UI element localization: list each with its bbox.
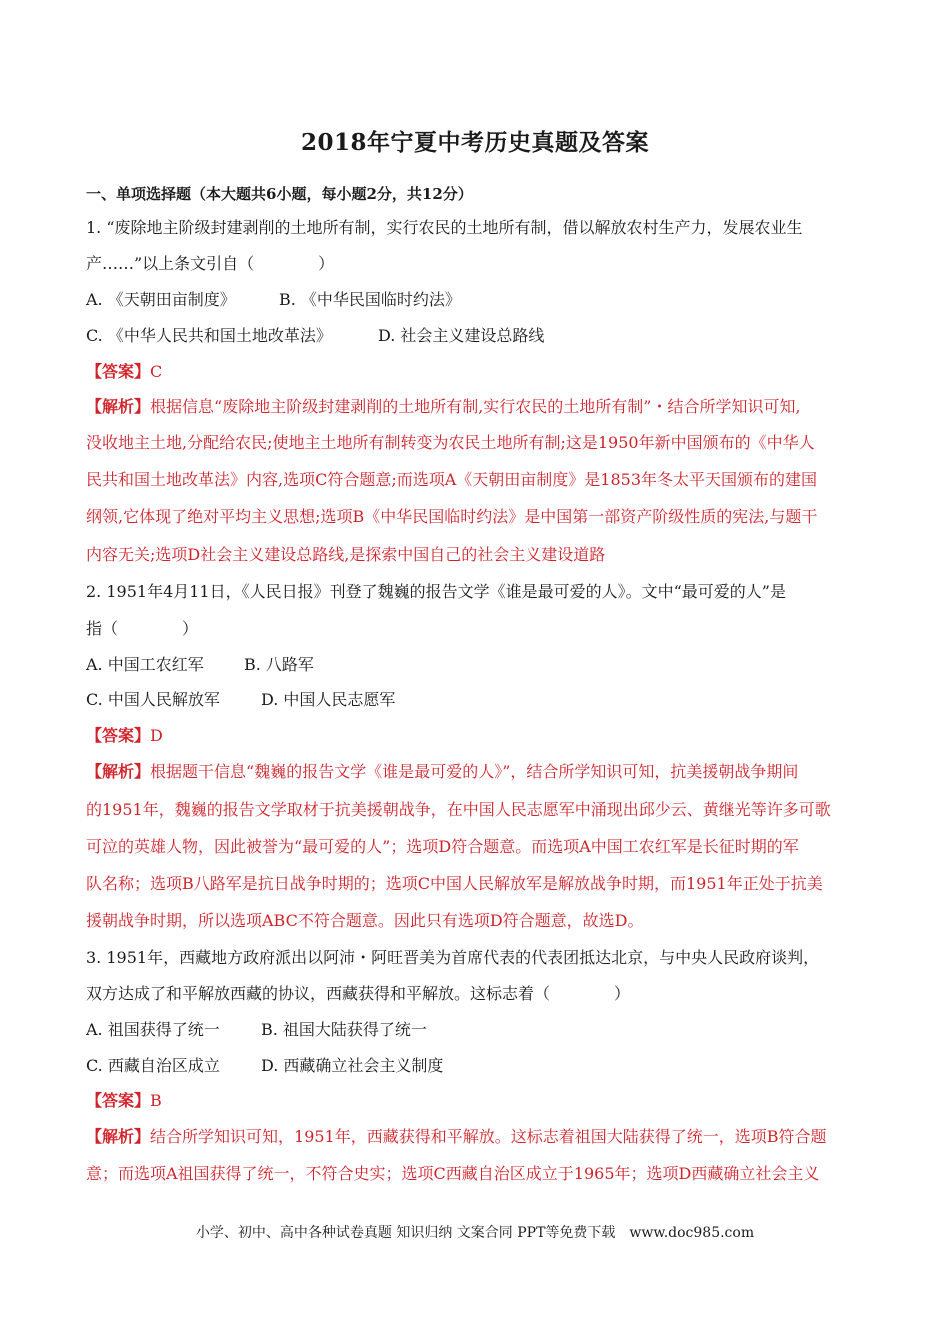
analysis-text: 的1951年，魏巍的报告文学取材于抗美援朝战争，在中国人民志愿军中涌现出邱少云、黄继光等许多可歌 <box>86 800 831 819</box>
answer-line <box>86 726 163 746</box>
option-b: B. 八路军 <box>244 655 314 674</box>
question-stem: 1. “废除地主阶级封建剥削的土地所有制，实行农民的土地所有制，借以解放农村生产力，发展农业生 <box>86 218 803 237</box>
option-a: A. 中国工农红军 <box>86 655 204 674</box>
question-stem: 双方达成了和平解放西藏的协议，西藏获得和平解放。这标志着（ ） <box>86 984 631 1003</box>
option-d: D. 中国人民志愿军 <box>261 690 396 709</box>
analysis-line <box>86 1127 827 1147</box>
question-stem: 产……”以上条文引自（ ） <box>86 254 335 273</box>
answer-line <box>86 1091 162 1111</box>
option-row <box>86 690 395 710</box>
question-stem: 2. 1951年4月11日，《人民日报》刊登了魏巍的报告文学《谁是最可爱的人》。文中“最可爱的人”是 <box>86 582 786 601</box>
analysis-text: 民共和国土地改革法》内容,选项C符合题意;而选项A《天朝田亩制度》是1853年冬太平天国颁布的建国 <box>86 470 817 489</box>
analysis-text: 意；而选项A祖国获得了统一，不符合史实；选项C西藏自治区成立于1965年；选项D西藏确立社会主义 <box>86 1164 820 1183</box>
option-b: B. 《中华民国临时约法》 <box>279 290 461 309</box>
option-row <box>86 290 461 310</box>
answer-value: C <box>150 362 163 381</box>
analysis-tag: 【解析】 <box>86 1127 151 1146</box>
answer-value: B <box>150 1091 162 1110</box>
analysis-text: 结合所学知识可知，1951年，西藏获得和平解放。这标志着祖国大陆获得了统一，选项B符合题 <box>150 1127 827 1146</box>
option-d: D. 西藏确立社会主义制度 <box>261 1056 444 1075</box>
analysis-line <box>86 762 798 782</box>
analysis-text: 援朝战争时期，所以选项ABC不符合题意。因此只有选项D符合题意，故选D。 <box>86 911 644 930</box>
option-row <box>86 655 314 675</box>
analysis-tag: 【解析】 <box>86 397 151 416</box>
option-row <box>86 326 544 346</box>
section-heading: 一、单项选择题（本大题共6小题，每小题2分，共12分） <box>86 185 473 203</box>
option-a: A. 《天朝田亩制度》 <box>86 290 236 309</box>
answer-value: D <box>150 726 163 745</box>
analysis-text: 根据信息“废除地主阶级封建剥削的土地所有制,实行农民的土地所有制”・结合所学知识可知, <box>150 397 801 416</box>
answer-tag: 【答案】 <box>86 362 151 381</box>
analysis-tag: 【解析】 <box>86 762 151 781</box>
option-c: C. 西藏自治区成立 <box>86 1056 220 1075</box>
question-stem: 指（ ） <box>86 619 199 638</box>
option-row <box>86 1020 427 1040</box>
analysis-text: 内容无关;选项D社会主义建设总路线,是探索中国自己的社会主义建设道路 <box>86 545 606 564</box>
analysis-text: 没收地主土地,分配给农民;使地主土地所有制转变为农民土地所有制;这是1950年新中国颁布的《中华人 <box>86 433 815 452</box>
option-d: D. 社会主义建设总路线 <box>378 326 545 345</box>
analysis-line <box>86 397 801 417</box>
option-a: A. 祖国获得了统一 <box>86 1020 220 1039</box>
analysis-text: 队名称；选项B八路军是抗日战争时期的；选项C中国人民解放军是解放战争时期，而1951年正处于抗美 <box>86 874 823 893</box>
page-footer: 小学、初中、高中各种试卷真题 知识归纳 文案合同 PPT等免费下载 www.doc985.com <box>195 1225 755 1241</box>
analysis-text: 可泣的英雄人物，因此被誉为“最可爱的人”；选项D符合题意。而选项A中国工农红军是长征时期的军 <box>86 837 799 856</box>
page-title: 2018年宁夏中考历史真题及答案 <box>300 129 649 156</box>
analysis-text: 纲领,它体现了绝对平均主义思想;选项B《中华民国临时约法》是中国第一部资产阶级性质的宪法,与题干 <box>86 507 818 526</box>
question-stem: 3. 1951年，西藏地方政府派出以阿沛・阿旺晋美为首席代表的代表团抵达北京，与中央人民政府谈判， <box>86 948 820 967</box>
option-row <box>86 1056 443 1076</box>
answer-tag: 【答案】 <box>86 726 151 745</box>
answer-tag: 【答案】 <box>86 1091 151 1110</box>
option-b: B. 祖国大陆获得了统一 <box>261 1020 427 1039</box>
answer-line <box>86 362 162 382</box>
option-c: C. 中国人民解放军 <box>86 690 220 709</box>
analysis-text: 根据题干信息“魏巍的报告文学《谁是最可爱的人》”，结合所学知识可知，抗美援朝战争期间 <box>150 762 799 781</box>
option-c: C. 《中华人民共和国土地改革法》 <box>86 326 332 345</box>
